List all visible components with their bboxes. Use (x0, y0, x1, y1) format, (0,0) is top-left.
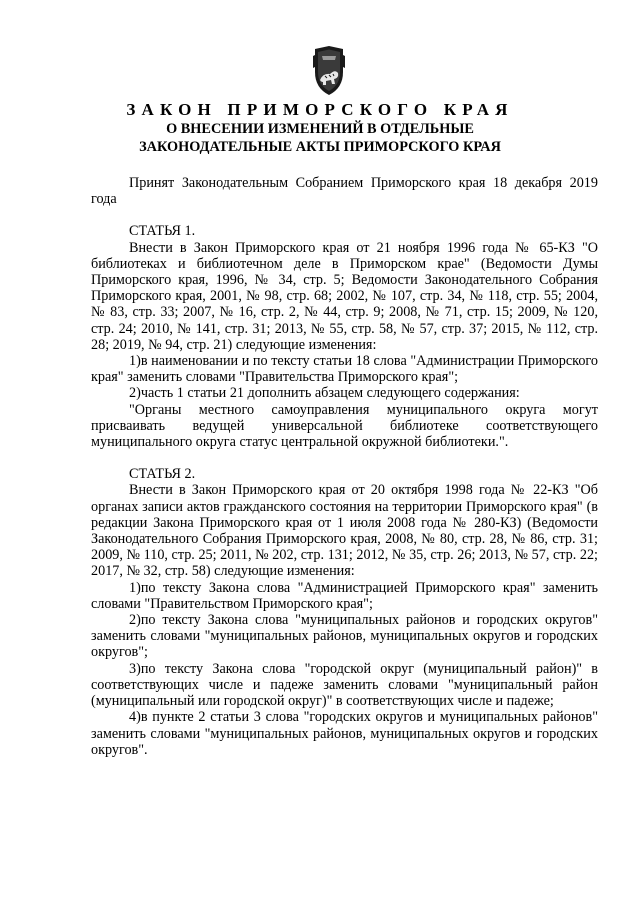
article-2-intro: Внести в Закон Приморского края от 20 октября 1998 года № 22-КЗ "Об органах записи актов гражданского состояния на территории Приморского края" (в редакции Закона Приморского края от 1 июля 2008 года № 280-КЗ) (Ведомости Законодательного Собрания Приморского края, 2008, № 80, стр. 28, № 86, стр. 31; 2009, № 110, стр. 25; 2011, № 202, стр. 131; 2012, № 35, стр. 26; 2013, № 57, стр. 22; 2017, № 32, стр. 58) следующие изменения: (91, 482, 598, 580)
article-1-heading: СТАТЬЯ 1. (129, 223, 196, 240)
article-1-intro: Внести в Закон Приморского края от 21 ноября 1996 года № 65-КЗ "О библиотеках и библиотечном деле в Приморском крае" (Ведомости Думы Приморского края, 1996, № 34, стр. 5; Ведомости Законодательного Собрания Приморского края, 2001, № 98, стр. 68; 2002, № 107, стр. 34, № 118, стр. 55; 2004, № 83, стр. 33; 2007, № 16, стр. 2, № 44, стр. 9; 2008, № 71, стр. 15; 2009, № 120, стр. 24; 2010, № 141, стр. 31; 2013, № 55, стр. 58, № 57, стр. 37; 2015, № 112, стр. 28; 2019, № 94, стр. 21) следующие изменения: (91, 239, 598, 353)
law-subtitle-line2: ЗАКОНОДАТЕЛЬНЫЕ АКТЫ ПРИМОРСКОГО КРАЯ (139, 139, 501, 155)
article-2-item-2: 2)по тексту Закона слова "муниципальных районов и городских округов" заменить словами "муниципальных районов, муниципальных округов и городских округов"; (91, 612, 598, 661)
article-2-item-4: 4)в пункте 2 статьи 3 слова "городских округов и муниципальных районов" заменить словами "муниципальных районов, муниципальных округов и городских округов". (91, 709, 598, 758)
document-body (91, 175, 598, 758)
article-2-heading: СТАТЬЯ 2. (129, 466, 196, 483)
coat-of-arms-icon (309, 46, 349, 96)
article-2-item-3: 3)по тексту Закона слова "городской округ (муниципальный район)" в соответствующих числе и падеже заменить словами "муниципальный район (муниципальный или городской округ)" в соответствующих числе и падеже; (91, 660, 598, 710)
article-1-item-1: 1)в наименовании и по тексту статьи 18 слова "Администрации Приморского края" заменить словами "Правительства Приморского края"; (91, 353, 598, 386)
article-2-item-1: 1)по тексту Закона слова "Администрацией Приморского края" заменить словами "Правительством Приморского края"; (91, 579, 598, 612)
article-1-item-2: 2)часть 1 статьи 21 дополнить абзацем следующего содержания: (129, 385, 520, 402)
article-1-quote: "Органы местного самоуправления муниципального округа могут присваивать ведущей универсальной библиотеке соответствующего муниципального округа статус центральной окружной библиотеки.". (91, 401, 598, 451)
adopted-statement: Принят Законодательным Собранием Приморского края 18 декабря 2019 года (91, 175, 598, 208)
law-subtitle-line1: О ВНЕСЕНИИ ИЗМЕНЕНИЙ В ОТДЕЛЬНЫЕ (166, 121, 474, 137)
law-title: ЗАКОН ПРИМОРСКОГО КРАЯ (126, 100, 514, 119)
